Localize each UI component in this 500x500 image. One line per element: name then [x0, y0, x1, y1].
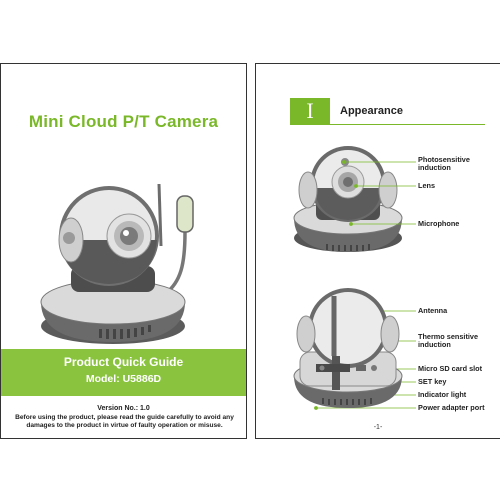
guide-banner: [1, 349, 246, 396]
label-micro-sd-slot: Micro SD card slot: [418, 364, 483, 373]
label-microphone: Microphone: [418, 219, 460, 228]
camera-illustration: [35, 174, 215, 344]
label-thermo-sensitive: Thermo sensitive induction: [418, 332, 479, 350]
camera-back-view: [286, 286, 416, 411]
appearance-page: [255, 63, 500, 439]
label-set-key: SET key: [418, 377, 447, 386]
label-antenna: Antenna: [418, 306, 448, 315]
label-photosensitive: Photosensitive induction: [418, 155, 470, 173]
model-number: Model: U5886D: [85, 373, 162, 385]
guide-title: Product Quick Guide: [63, 355, 184, 369]
version-number: Version No.: 1.0: [97, 405, 150, 412]
label-indicator-light: Indicator light: [418, 390, 467, 399]
section-number: I: [290, 98, 330, 124]
cover-page: [0, 63, 247, 439]
product-title: Mini Cloud P/T Camera: [28, 112, 219, 131]
label-power-port: Power adapter port: [418, 403, 485, 412]
section-title: Appearance: [340, 105, 403, 117]
label-lens: Lens: [418, 181, 436, 190]
usage-note: Before using the product, please read the guide carefully to avoid any damages to the product in virtue of faulty operation or misuse.: [15, 414, 234, 430]
page-number: -1-: [373, 424, 383, 431]
